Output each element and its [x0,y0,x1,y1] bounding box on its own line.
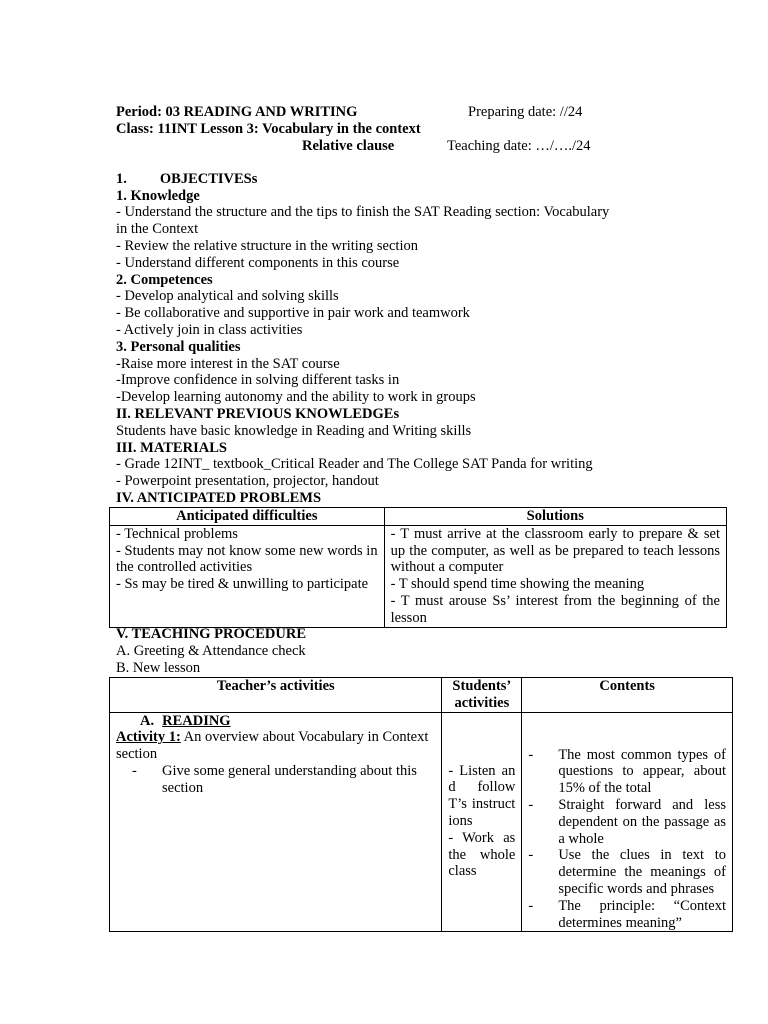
content-text: The most common types of questions to appear, about 15% of the total [558,746,726,797]
students-activities-header: Students’ activities [442,678,522,713]
table-header-row [110,508,727,526]
activity-text: An overview about Vocabulary in Context section [116,729,429,763]
knowledge-item: - Review the relative structure in the writing section [116,237,418,254]
students-activities-cell [442,712,522,932]
bullet-dash: - [528,796,534,813]
class-lesson: Class: 11INT Lesson 3: Vocabulary in the context [116,121,421,137]
procedure-step: B. New lesson [116,659,201,676]
bullet-dash: - [132,762,137,779]
knowledge-heading: 1. Knowledge [116,187,200,204]
knowledge-item: in the Context [116,221,199,238]
difficulties-cell [110,525,385,627]
knowledge-item: - Understand the structure and the tips to finish the SAT Reading section: Vocabulary [116,204,610,221]
period-label: Period: 03 READING AND WRITING [116,104,358,120]
competence-item: - Be collaborative and supportive in pair work and teamwork [116,305,470,322]
previous-knowledge-text: Students have basic knowledge in Reading and Writing skills [116,422,472,439]
teaching-date: Teaching date: …/…./24 [447,137,591,154]
solution-item: - T should spend time showing the meaning [390,576,645,593]
problems-table [109,507,727,628]
solution-item: - T must arouse Ss’ interest from the beginning of the lesson [390,592,720,626]
quality-item: -Improve confidence in solving different tasks in [116,372,400,389]
previous-knowledge-heading: II. RELEVANT PREVIOUS KNOWLEDGEs [116,405,400,422]
difficulties-header: Anticipated difficulties [110,508,385,526]
solution-item: - T must arrive at the classroom early to prepare & set up the computer, as well as be prepared to teach lessons without a computer [390,525,720,576]
reading-prefix: A. [140,712,155,729]
objectives-title: OBJECTIVESs [159,170,258,187]
material-item: - Grade 12INT_ textbook_Critical Reader and The College SAT Panda for writing [116,456,593,473]
header-line-3 [116,138,656,155]
quality-item: -Develop learning autonomy and the ability to work in groups [116,389,476,406]
solutions-cell [384,525,726,627]
content-item [528,747,726,797]
competences-heading: 2. Competences [116,271,213,288]
preparing-date: Preparing date: //24 [468,104,583,120]
solutions-header: Solutions [384,508,726,526]
bullet-dash: - [528,746,534,763]
bullet-dash: - [528,897,534,914]
procedure-table [109,677,733,932]
material-item: - Powerpoint presentation, projector, handout [116,473,379,490]
teacher-bullet [132,763,435,797]
content-text: The principle: “Context determines meaning” [558,897,726,931]
procedure-heading: V. TEACHING PROCEDURE [116,626,307,642]
difficulty-item: - Technical problems [116,525,238,542]
contents-header: Contents [522,678,733,713]
difficulty-item: - Ss may be tired & unwilling to participate [116,576,369,593]
table-row [110,525,727,627]
content-item [528,797,726,847]
content-item [528,847,726,897]
competence-item: - Actively join in class activities [116,321,303,338]
content-item [528,898,726,932]
bullet-dash: - [528,847,534,864]
materials-heading: III. MATERIALS [116,439,227,456]
header-line-1 [116,104,656,121]
student-item: - Listen and follow T’s instructions [448,762,516,829]
procedure-step: A. Greeting & Attendance check [116,642,306,659]
activity-label: Activity 1: [116,729,181,746]
competence-item: - Develop analytical and solving skills [116,288,339,305]
difficulty-item: - Students may not know some new words in the controlled activities [116,542,378,576]
objectives-number: 1. [116,170,127,187]
relative-clause: Relative clause [302,137,395,154]
qualities-heading: 3. Personal qualities [116,338,241,355]
content-text: Straight forward and less dependent on the passage as a whole [558,796,726,847]
teacher-activities-header: Teacher’s activities [110,678,442,713]
contents-cell [522,712,733,932]
table-header-row [110,678,733,713]
objectives-heading [116,171,656,188]
procedure-section [116,626,656,676]
content-text: Use the clues in text to determine the meanings of specific words and phrases [558,847,726,897]
quality-item: -Raise more interest in the SAT course [116,355,340,372]
teacher-activities-cell [110,712,442,932]
problems-heading: IV. ANTICIPATED PROBLEMS [116,489,322,506]
knowledge-item: - Understand different components in this course [116,254,400,271]
teacher-bullet-text: Give some general understanding about this section [162,762,417,796]
reading-heading [116,713,435,730]
table-row [110,712,733,932]
student-item: - Work as the whole class [448,829,516,880]
reading-title: READING [162,712,231,729]
activity-1 [116,729,435,763]
lesson-plan-page [116,104,656,507]
